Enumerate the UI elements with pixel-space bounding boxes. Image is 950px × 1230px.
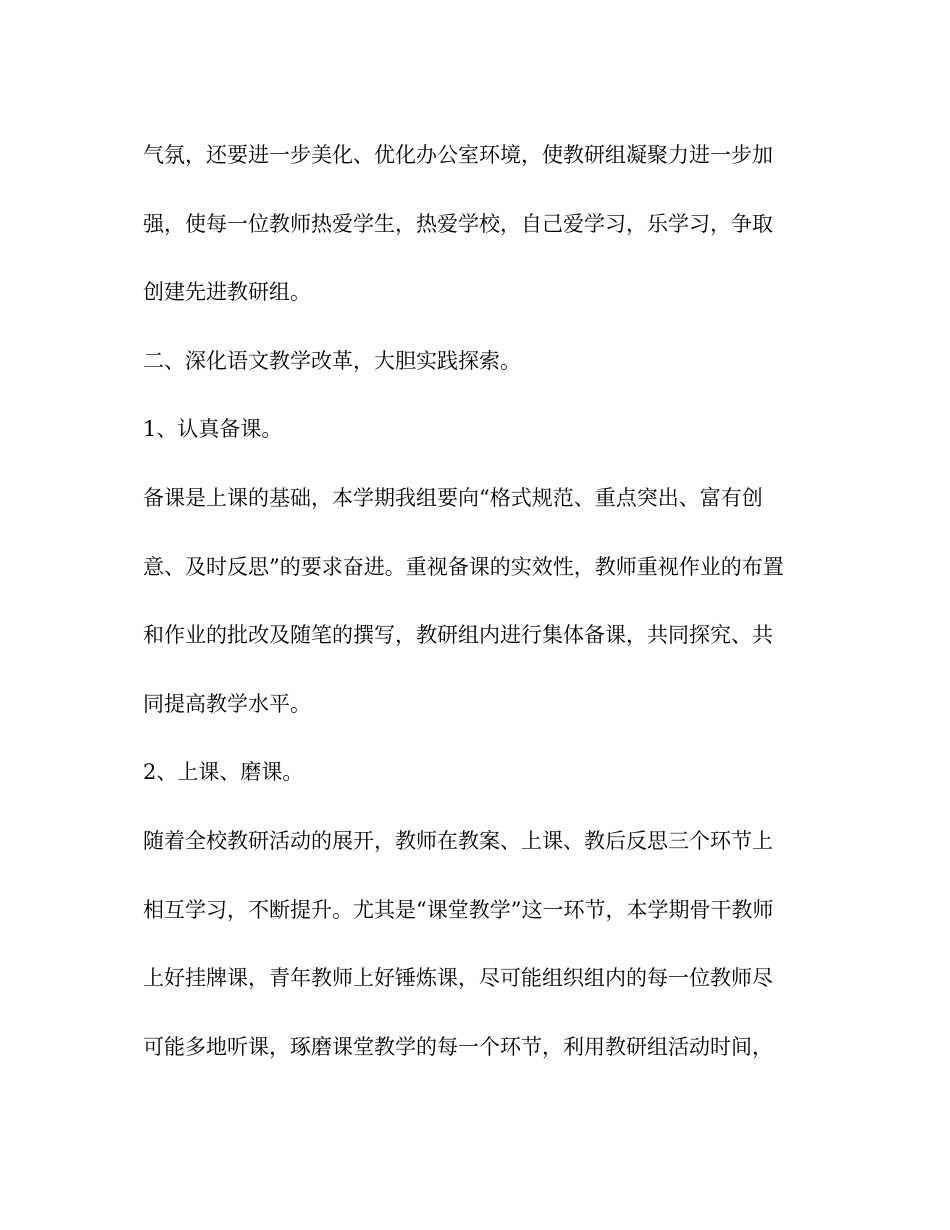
subsection-heading: 2、上课、磨课。 (143, 760, 304, 785)
text-line: 可能多地听课，琢磨课堂教学的每一个环节，利用教研组活动时间， (143, 1034, 773, 1059)
document-body (143, 121, 808, 1081)
text-line: 上好挂牌课，青年教师上好锤炼课，尽可能组织组内的每一位教师尽 (143, 966, 773, 991)
subsection-heading: 1、认真备课。 (143, 417, 283, 442)
text-line: 创建先进教研组。 (143, 280, 311, 305)
section-heading: 二、深化语文教学改革，大胆实践探索。 (143, 348, 521, 373)
text-line: 强，使每一位教师热爱学生，热爱学校，自己爱学习，乐学习，争取 (143, 211, 773, 236)
text-line: 同提高教学水平。 (143, 691, 311, 716)
text-line: 和作业的批改及随笔的撰写，教研组内进行集体备课，共同探究、共 (143, 623, 773, 648)
text-line: 气氛，还要进一步美化、优化办公室环境，使教研组凝聚力进一步加 (143, 143, 773, 167)
text-line: 相互学习，不断提升。尤其是“课堂教学”这一环节，本学期骨干教师 (143, 897, 774, 922)
text-line: 备课是上课的基础，本学期我组要向“格式规范、重点突出、富有创 (143, 485, 763, 510)
text-line: 随着全校教研活动的展开，教师在教案、上课、教后反思三个环节上 (143, 828, 773, 853)
text-line: 意、及时反思”的要求奋进。重视备课的实效性，教师重视作业的布置 (143, 554, 784, 579)
